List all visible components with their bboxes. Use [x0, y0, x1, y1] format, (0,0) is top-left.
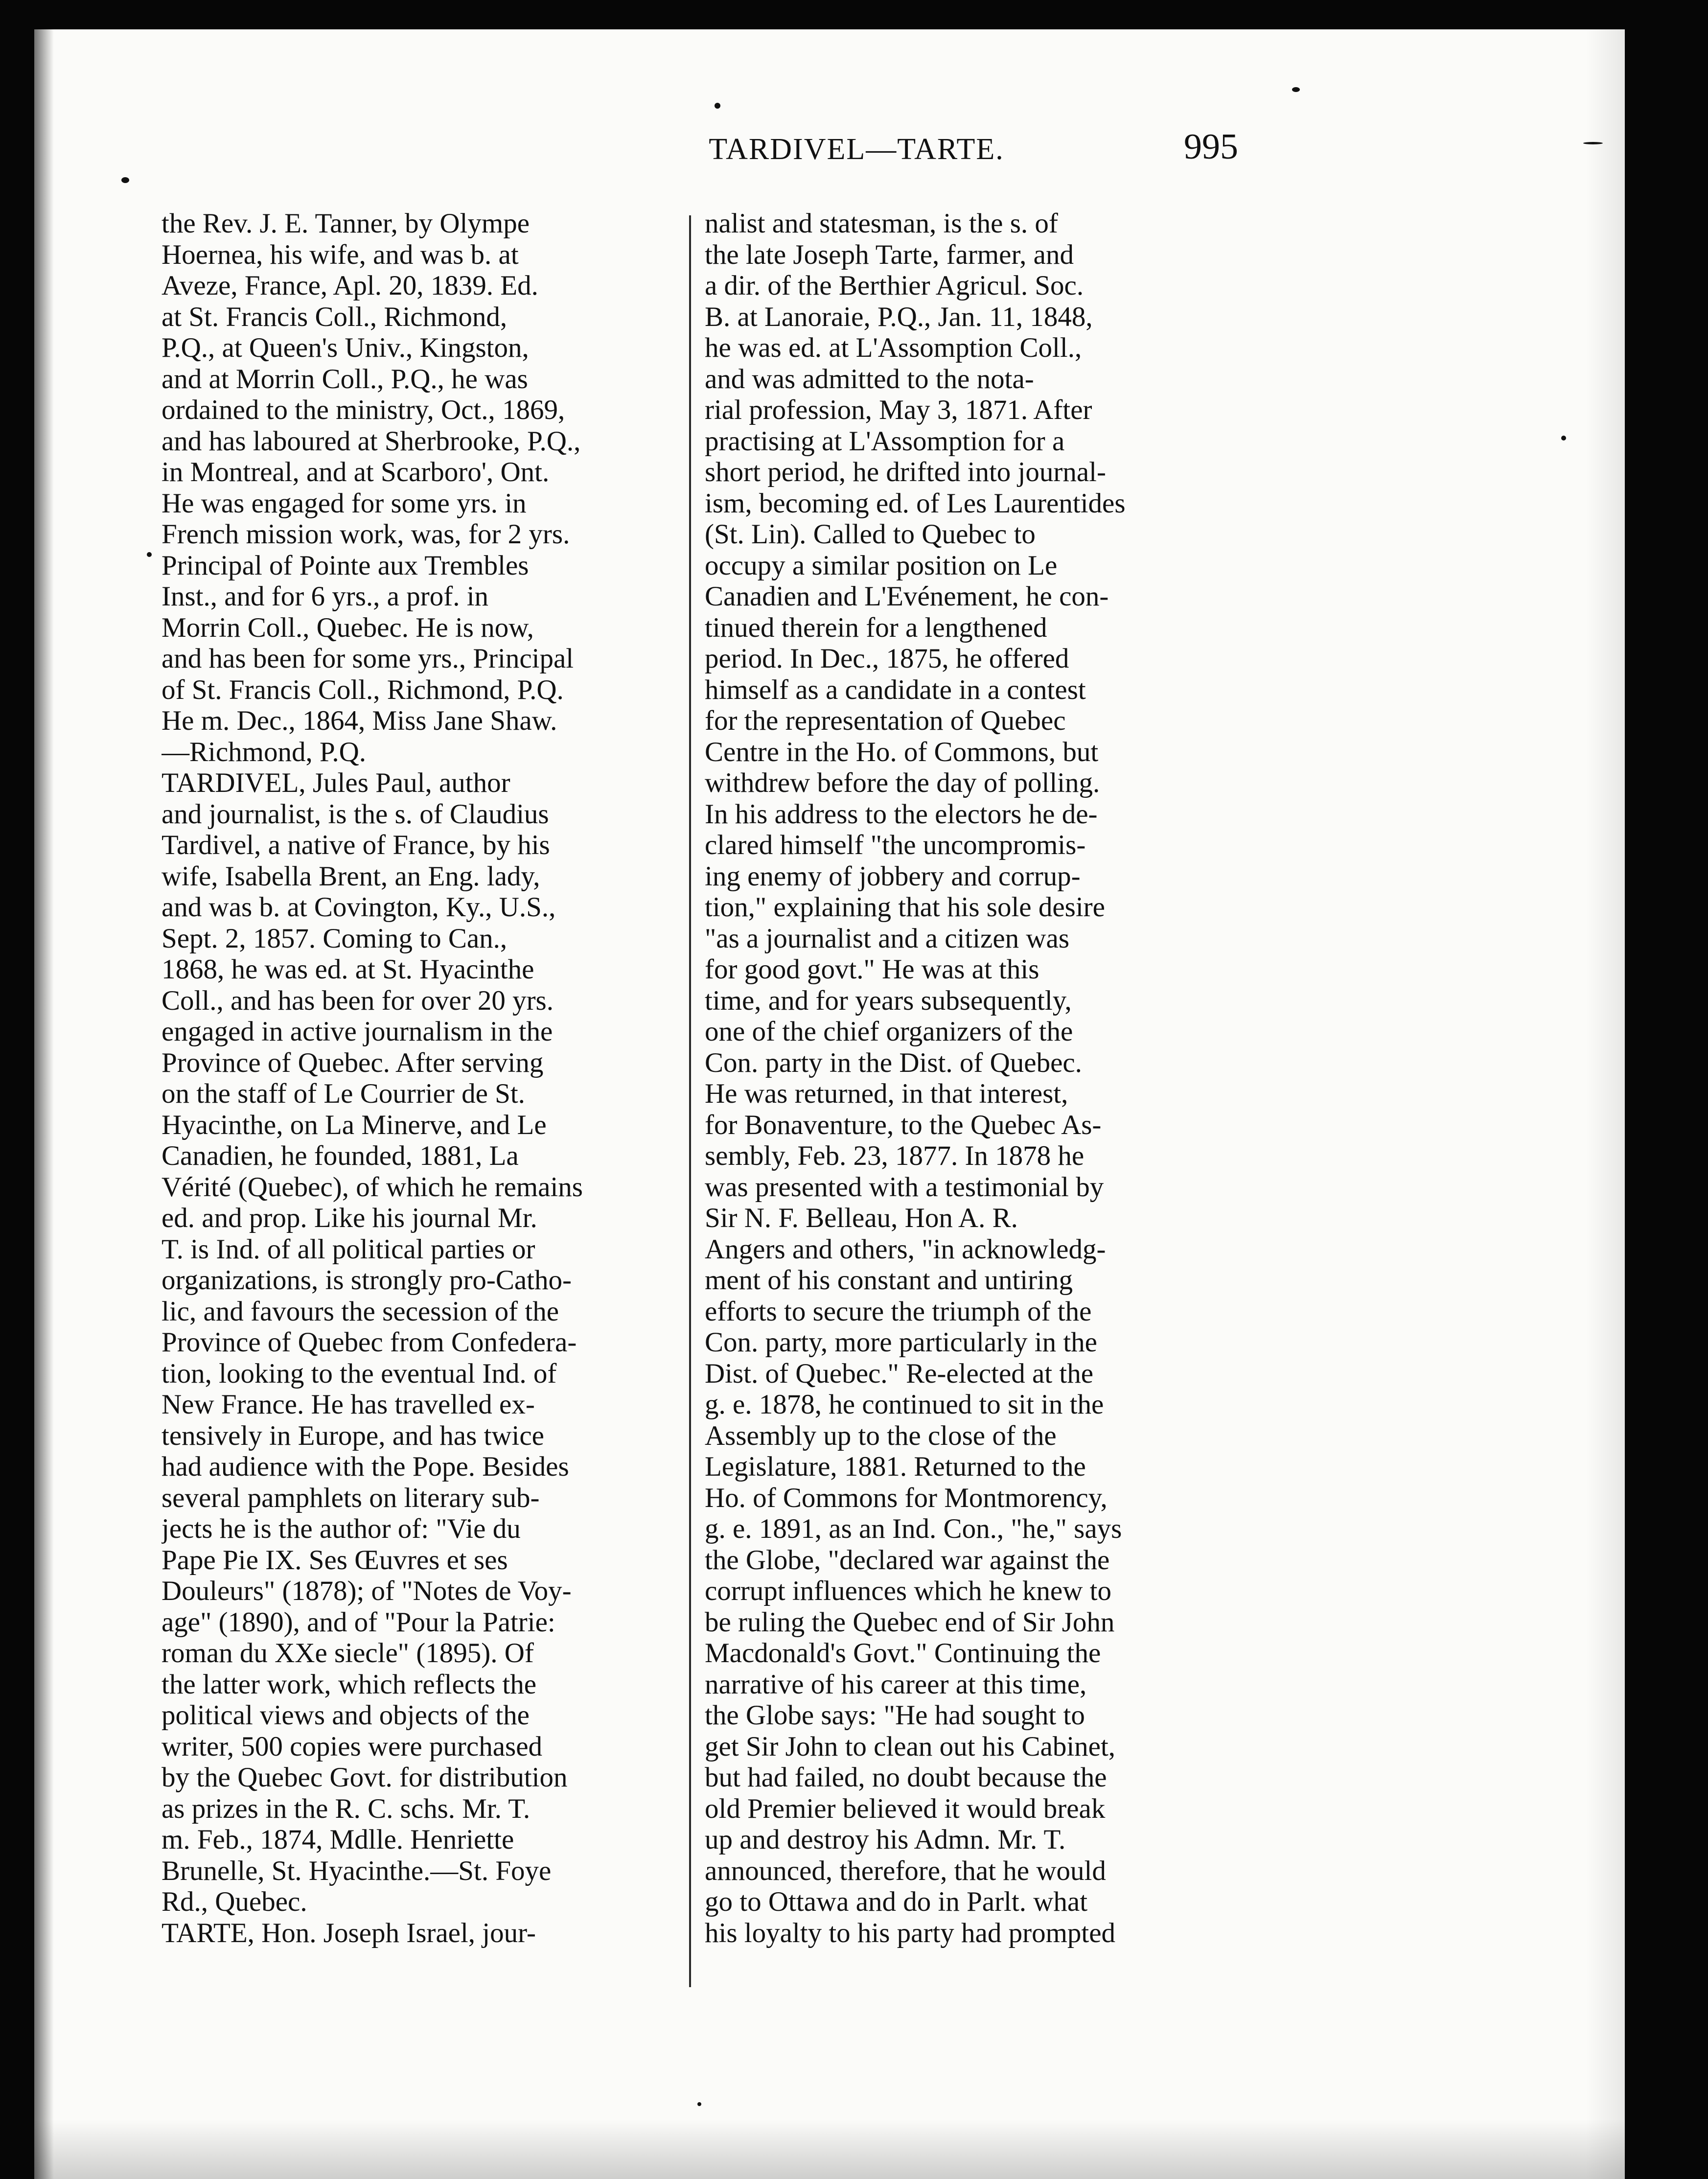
- right-column-line: tinued therein for a lengthened: [705, 612, 1047, 643]
- page-bottom-edge: [34, 2119, 1625, 2179]
- left-column-line: Tardivel, a native of France, by his: [162, 830, 550, 860]
- left-column-line: TARDIVEL, Jules Paul, author: [162, 767, 510, 798]
- right-column-line: Legislature, 1881. Returned to the: [705, 1451, 1086, 1482]
- left-column-line: engaged in active journalism in the: [162, 1016, 553, 1047]
- left-column-line: Rd., Quebec.: [162, 1886, 307, 1917]
- right-column-line: be ruling the Quebec end of Sir John: [705, 1606, 1115, 1638]
- page-edge-shadow: [1586, 29, 1625, 2179]
- left-column-line: m. Feb., 1874, Mdlle. Henriette: [162, 1824, 514, 1855]
- left-column-line: Inst., and for 6 yrs., a prof. in: [162, 581, 489, 612]
- right-column-line: the late Joseph Tarte, farmer, and: [705, 239, 1074, 270]
- left-column-line: Coll., and has been for over 20 yrs.: [162, 985, 554, 1016]
- right-column-line: for good govt." He was at this: [705, 954, 1039, 985]
- left-column-line: He m. Dec., 1864, Miss Jane Shaw.: [162, 705, 557, 736]
- right-column-line: "as a journalist and a citizen was: [705, 923, 1070, 954]
- right-column-line: and was admitted to the nota-: [705, 363, 1034, 394]
- left-column-line: Aveze, France, Apl. 20, 1839. Ed.: [162, 270, 538, 301]
- left-column-line: He was engaged for some yrs. in: [162, 487, 527, 519]
- right-column-line: he was ed. at L'Assomption Coll.,: [705, 332, 1082, 363]
- left-column-line: Province of Quebec. After serving: [162, 1047, 544, 1078]
- right-column-line: but had failed, no doubt because the: [705, 1762, 1107, 1793]
- right-column-line: short period, he drifted into journal-: [705, 457, 1106, 487]
- right-column-line: himself as a candidate in a contest: [705, 674, 1086, 705]
- left-column-line: 1868, he was ed. at St. Hyacinthe: [162, 954, 534, 985]
- left-column-line: French mission work, was, for 2 yrs.: [162, 519, 570, 550]
- left-column-line: in Montreal, and at Scarboro', Ont.: [162, 457, 550, 487]
- right-column-line: In his address to the electors he de-: [705, 798, 1098, 830]
- left-column-line: at St. Francis Coll., Richmond,: [162, 301, 508, 332]
- right-column-line: get Sir John to clean out his Cabinet,: [705, 1731, 1116, 1762]
- right-column-line: his loyalty to his party had prompted: [705, 1917, 1116, 1948]
- left-column-line: roman du XXe siecle" (1895). Of: [162, 1638, 534, 1669]
- right-column-line: practising at L'Assomption for a: [705, 425, 1065, 457]
- left-column-line: writer, 500 copies were purchased: [162, 1731, 542, 1762]
- right-column-line: nalist and statesman, is the s. of: [705, 208, 1058, 239]
- left-column-line: —Richmond, P.Q.: [162, 736, 367, 767]
- left-text-column: [162, 208, 680, 1948]
- right-column-line: Dist. of Quebec." Re-elected at the: [705, 1358, 1094, 1389]
- right-column-line: announced, therefore, that he would: [705, 1855, 1106, 1886]
- left-column-line: age" (1890), and of "Pour la Patrie:: [162, 1606, 555, 1638]
- right-column-line: was presented with a testimonial by: [705, 1171, 1104, 1203]
- right-column-line: Assembly up to the close of the: [705, 1420, 1057, 1451]
- left-column-line: Pape Pie IX. Ses Œuvres et ses: [162, 1544, 508, 1576]
- left-column-line: tion, looking to the eventual Ind. of: [162, 1358, 557, 1389]
- right-column-line: Canadien and L'Evénement, he con-: [705, 581, 1109, 612]
- scan-speck: [715, 103, 720, 109]
- left-column-line: Hoernea, his wife, and was b. at: [162, 239, 519, 270]
- right-column-line: Centre in the Ho. of Commons, but: [705, 736, 1099, 767]
- right-column-line: g. e. 1891, as an Ind. Con., "he," says: [705, 1513, 1122, 1544]
- left-column-line: tensively in Europe, and has twice: [162, 1420, 544, 1451]
- left-column-line: New France. He has travelled ex-: [162, 1389, 535, 1420]
- left-column-line: and at Morrin Coll., P.Q., he was: [162, 363, 528, 394]
- left-column-line: ordained to the ministry, Oct., 1869,: [162, 394, 565, 425]
- right-column-line: a dir. of the Berthier Agricul. Soc.: [705, 270, 1084, 301]
- right-column-line: B. at Lanoraie, P.Q., Jan. 11, 1848,: [705, 301, 1093, 332]
- right-column-line: sembly, Feb. 23, 1877. In 1878 he: [705, 1140, 1085, 1171]
- right-column-line: withdrew before the day of polling.: [705, 767, 1100, 798]
- right-column-line: for Bonaventure, to the Quebec As-: [705, 1109, 1102, 1140]
- left-column-line: Province of Quebec from Confedera-: [162, 1327, 577, 1358]
- right-column-line: Angers and others, "in acknowledg-: [705, 1233, 1106, 1265]
- right-column-line: narrative of his career at this time,: [705, 1669, 1087, 1700]
- right-column-line: the Globe, "declared war against the: [705, 1544, 1110, 1576]
- left-column-line: on the staff of Le Courrier de St.: [162, 1078, 525, 1109]
- gutter-shadow: [34, 29, 54, 2179]
- left-column-line: and journalist, is the s. of Claudius: [162, 798, 549, 830]
- left-column-line: and has been for some yrs., Principal: [162, 643, 574, 674]
- right-column-line: time, and for years subsequently,: [705, 985, 1072, 1016]
- scan-speck: [121, 177, 129, 183]
- left-column-line: by the Quebec Govt. for distribution: [162, 1762, 568, 1793]
- right-column-line: Ho. of Commons for Montmorency,: [705, 1482, 1108, 1513]
- left-column-line: political views and objects of the: [162, 1700, 530, 1731]
- left-column-line: and was b. at Covington, Ky., U.S.,: [162, 892, 556, 923]
- right-column-line: old Premier believed it would break: [705, 1793, 1106, 1824]
- right-column-line: ism, becoming ed. of Les Laurentides: [705, 487, 1126, 519]
- right-column-line: Sir N. F. Belleau, Hon A. R.: [705, 1203, 1018, 1233]
- right-column-line: ment of his constant and untiring: [705, 1265, 1073, 1296]
- right-column-line: Con. party in the Dist. of Quebec.: [705, 1047, 1082, 1078]
- right-column-line: (St. Lin). Called to Quebec to: [705, 519, 1036, 550]
- right-column-line: ing enemy of jobbery and corrup-: [705, 860, 1081, 892]
- left-column-line: P.Q., at Queen's Univ., Kingston,: [162, 332, 529, 363]
- right-text-column: [705, 208, 1248, 1948]
- left-column-line: the Rev. J. E. Tanner, by Olympe: [162, 208, 530, 239]
- scan-speck: [1292, 87, 1300, 92]
- right-column-line: one of the chief organizers of the: [705, 1016, 1073, 1047]
- left-column-line: lic, and favours the secession of the: [162, 1296, 559, 1327]
- left-column-line: as prizes in the R. C. schs. Mr. T.: [162, 1793, 531, 1824]
- left-column-line: Vérité (Quebec), of which he remains: [162, 1171, 583, 1203]
- page-number: 995: [1184, 127, 1238, 167]
- right-column-line: corrupt influences which he knew to: [705, 1576, 1111, 1606]
- left-column-line: ed. and prop. Like his journal Mr.: [162, 1203, 537, 1233]
- running-head: TARDIVEL—TARTE.: [709, 133, 1004, 166]
- right-column-line: period. In Dec., 1875, he offered: [705, 643, 1069, 674]
- scan-speck: [1561, 436, 1566, 440]
- left-column-line: Brunelle, St. Hyacinthe.—St. Foye: [162, 1855, 552, 1886]
- right-column-line: go to Ottawa and do in Parlt. what: [705, 1886, 1088, 1917]
- left-column-line: wife, Isabella Brent, an Eng. lady,: [162, 860, 540, 892]
- right-column-line: the Globe says: "He had sought to: [705, 1700, 1085, 1731]
- left-column-line: Canadien, he founded, 1881, La: [162, 1140, 519, 1171]
- right-column-line: g. e. 1878, he continued to sit in the: [705, 1389, 1104, 1420]
- left-column-line: the latter work, which reflects the: [162, 1669, 537, 1700]
- right-column-line: Macdonald's Govt." Continuing the: [705, 1638, 1101, 1669]
- scan-speck: [1583, 142, 1603, 144]
- right-column-line: He was returned, in that interest,: [705, 1078, 1068, 1109]
- left-column-line: several pamphlets on literary sub-: [162, 1482, 540, 1513]
- left-column-line: organizations, is strongly pro-Catho-: [162, 1265, 572, 1296]
- left-column-line: Douleurs" (1878); of "Notes de Voy-: [162, 1576, 572, 1606]
- right-column-line: efforts to secure the triumph of the: [705, 1296, 1092, 1327]
- left-column-line: Sept. 2, 1857. Coming to Can.,: [162, 923, 508, 954]
- scan-speck: [697, 2102, 701, 2106]
- left-column-line: TARTE, Hon. Joseph Israel, jour-: [162, 1917, 536, 1948]
- right-column-line: rial profession, May 3, 1871. After: [705, 394, 1092, 425]
- left-column-line: and has laboured at Sherbrooke, P.Q.,: [162, 425, 581, 457]
- column-divider: [689, 215, 691, 1987]
- left-column-line: of St. Francis Coll., Richmond, P.Q.: [162, 674, 564, 705]
- left-column-line: Morrin Coll., Quebec. He is now,: [162, 612, 534, 643]
- right-column-line: clared himself "the uncompromis-: [705, 830, 1086, 860]
- left-column-line: jects he is the author of: "Vie du: [162, 1513, 521, 1544]
- right-column-line: for the representation of Quebec: [705, 705, 1066, 736]
- left-column-line: Hyacinthe, on La Minerve, and Le: [162, 1109, 547, 1140]
- right-column-line: occupy a similar position on Le: [705, 550, 1058, 581]
- scan-speck: [147, 552, 152, 557]
- right-column-line: Con. party, more particularly in the: [705, 1327, 1097, 1358]
- left-column-line: T. is Ind. of all political parties or: [162, 1233, 535, 1265]
- left-column-line: Principal of Pointe aux Trembles: [162, 550, 529, 581]
- left-column-line: had audience with the Pope. Besides: [162, 1451, 569, 1482]
- right-column-line: up and destroy his Admn. Mr. T.: [705, 1824, 1066, 1855]
- right-column-line: tion," explaining that his sole desire: [705, 892, 1105, 923]
